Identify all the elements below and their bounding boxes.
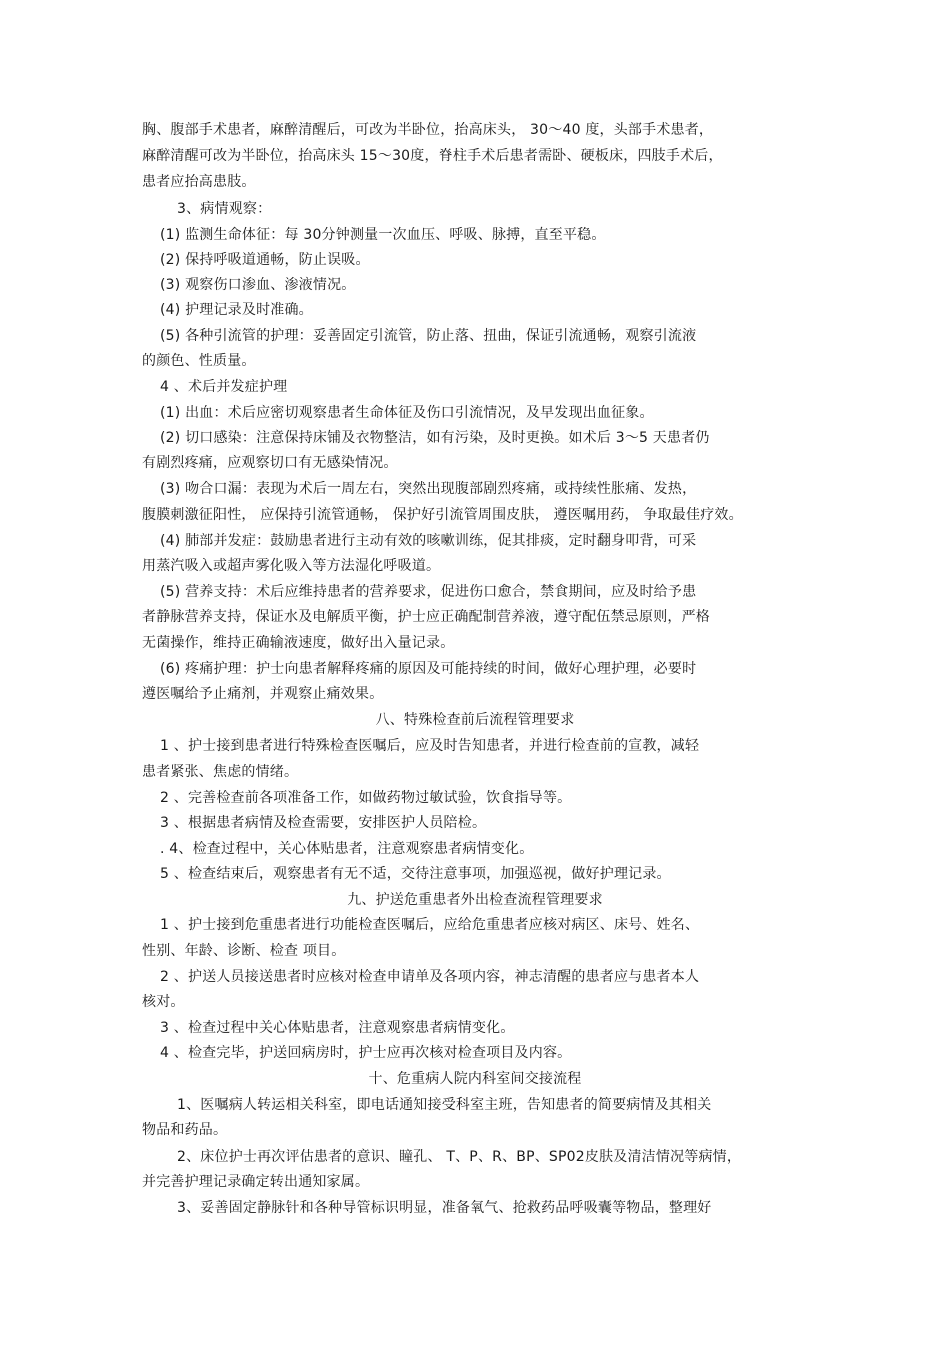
text-line: 患者应抬高患肢。 bbox=[142, 174, 256, 190]
text-line: (5) 营养支持：术后应维持患者的营养要求，促进伤口愈合，禁食期间，应及时给予患 bbox=[160, 584, 697, 600]
text-line: 腹膜刺激征阳性， 应保持引流管通畅， 保护好引流管周围皮肤， 遵医嘱用药， 争取最佳疗效。 bbox=[142, 507, 743, 523]
text-line: 1、医嘱病人转运相关科室，即电话通知接受科室主班，告知患者的简要病情及其相关 bbox=[177, 1097, 712, 1113]
text-line: 者静脉营养支持，保证水及电解质平衡，护士应正确配制营养液，遵守配伍禁忌原则，严格 bbox=[142, 609, 710, 625]
text-line: 1 、护士接到危重患者进行功能检查医嘱后，应给危重患者应核对病区、床号、姓名、 bbox=[160, 917, 700, 933]
text-line: 2 、完善检查前各项准备工作，如做药物过敏试验，饮食指导等。 bbox=[160, 790, 572, 806]
text-line: 4 、检查完毕，护送回病房时，护士应再次核对检查项目及内容。 bbox=[160, 1045, 572, 1061]
text-line: 1 、护士接到患者进行特殊检查医嘱后，应及时告知患者，并进行检查前的宣教，减轻 bbox=[160, 738, 700, 754]
text-line: 3 、检查过程中关心体贴患者，注意观察患者病情变化。 bbox=[160, 1020, 515, 1036]
text-line: 3 、根据患者病情及检查需要，安排医护人员陪检。 bbox=[160, 815, 487, 831]
text-line: 遵医嘱给予止痛剂，并观察止痛效果。 bbox=[142, 686, 384, 702]
text-line: 并完善护理记录确定转出通知家属。 bbox=[142, 1174, 370, 1190]
section-title: 八、特殊检查前后流程管理要求 bbox=[375, 712, 575, 728]
text-line: (2) 保持呼吸道通畅，防止误吸。 bbox=[160, 252, 370, 268]
text-line: 用蒸汽吸入或超声雾化吸入等方法湿化呼吸道。 bbox=[142, 558, 441, 574]
text-line: 患者紧张、焦虑的情绪。 bbox=[142, 764, 299, 780]
text-line: 2、床位护士再次评估患者的意识、瞳孔、 T、P、R、BP、SP02皮肤及清洁情况等病情， bbox=[177, 1149, 742, 1165]
section-title: 十、危重病人院内科室间交接流程 bbox=[368, 1071, 582, 1087]
text-line: 3、妥善固定静脉针和各种导管标识明显，准备氧气、抢救药品呼吸囊等物品，整理好 bbox=[177, 1200, 712, 1216]
text-line: 麻醉清醒可改为半卧位，抬高床头 15～30度，脊柱手术后患者需卧、硬板床，四肢手术后， bbox=[142, 148, 723, 164]
text-line: (4) 护理记录及时准确。 bbox=[160, 302, 313, 318]
section-heading: 4 、术后并发症护理 bbox=[160, 379, 288, 395]
text-line: 3、病情观察： bbox=[177, 201, 272, 217]
text-line: 无菌操作，维持正确输液速度，做好出入量记录。 bbox=[142, 635, 455, 651]
text-line: 有剧烈疼痛，应观察切口有无感染情况。 bbox=[142, 455, 398, 471]
text-line: 物品和药品。 bbox=[142, 1122, 228, 1138]
text-line: 性别、年龄、诊断、检查 项目。 bbox=[142, 943, 346, 959]
section-title: 九、护送危重患者外出检查流程管理要求 bbox=[347, 892, 603, 908]
text-line: (3) 观察伤口渗血、渗液情况。 bbox=[160, 277, 356, 293]
text-line: 的颜色、性质量。 bbox=[142, 353, 256, 369]
text-line: 5 、检查结束后，观察患者有无不适，交待注意事项，加强巡视，做好护理记录。 bbox=[160, 866, 671, 882]
text-line: (3) 吻合口漏：表现为术后一周左右，突然出现腹部剧烈疼痛，或持续性胀痛、发热， bbox=[160, 481, 697, 497]
text-line: (2) 切口感染：注意保持床铺及衣物整洁，如有污染，及时更换。如术后 3～5 天患者仍 bbox=[160, 430, 710, 446]
text-line: (1) 出血：术后应密切观察患者生命体征及伤口引流情况，及早发现出血征象。 bbox=[160, 405, 654, 421]
text-line: . 4、检查过程中，关心体贴患者，注意观察患者病情变化。 bbox=[160, 841, 534, 857]
text-line: (4) 肺部并发症：鼓励患者进行主动有效的咳嗽训练，促其排痰，定时翻身叩背，可采 bbox=[160, 533, 697, 549]
text-line: (5) 各种引流管的护理：妥善固定引流管，防止落、扭曲，保证引流通畅，观察引流液 bbox=[160, 328, 697, 344]
text-line: 胸、腹部手术患者，麻醉清醒后，可改为半卧位，抬高床头， 30～40 度，头部手术患者， bbox=[142, 122, 714, 138]
text-line: (6) 疼痛护理：护士向患者解释疼痛的原因及可能持续的时间，做好心理护理，必要时 bbox=[160, 661, 697, 677]
text-line: 核对。 bbox=[142, 994, 185, 1010]
text-line: 2 、护送人员接送患者时应核对检查申请单及各项内容，神志清醒的患者应与患者本人 bbox=[160, 969, 700, 985]
text-line: (1) 监测生命体征：每 30分钟测量一次血压、呼吸、脉搏，直至平稳。 bbox=[160, 227, 606, 243]
